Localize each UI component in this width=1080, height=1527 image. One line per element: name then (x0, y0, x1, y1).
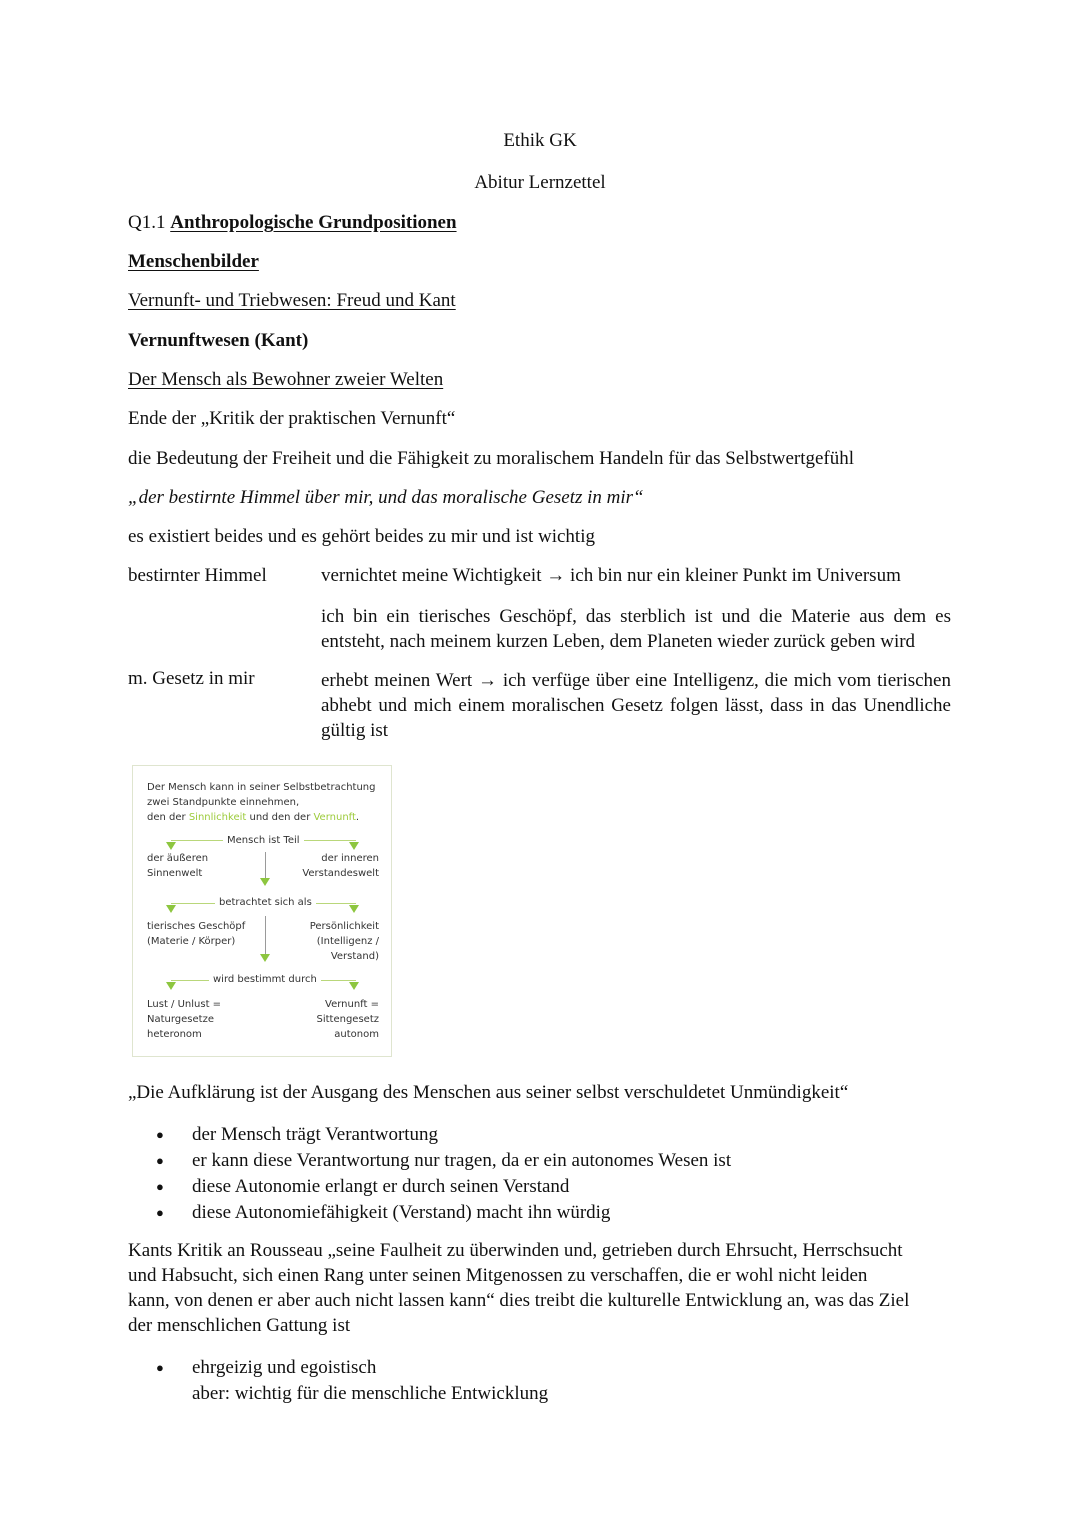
document-subtitle: Abitur Lernzettel (474, 172, 606, 193)
section-prefix: Q1.1 (128, 212, 166, 233)
text-quote: „der bestirnte Himmel über mir, und das moralische Gesetz in mir“ (128, 487, 644, 508)
table-text-himmel-a: vernichtet meine Wichtigkeit → ich bin nur ein kleiner Punkt im Universum (321, 565, 901, 586)
table-text-gesetz: erhebt meinen Wert → ich verfüge über eine Intelligenz, die mich vom tierischen abhebt und mich einem moralischen Gesetz folgen lässt, dass in das Unendliche gültig ist (321, 670, 951, 741)
table-text-himmel-b: ich bin ein tierisches Geschöpf, das sterblich ist und die Materie aus dem es entsteht, nach meinem kurzen Leben, dem Planeten wieder zurück geben wird (321, 606, 951, 652)
bullet-list-verantwortung (128, 1122, 731, 1226)
section-title: Anthropologische Grundpositionen (170, 212, 457, 233)
diagram-left-2a: tierisches Geschöpf (147, 921, 246, 932)
heading-freud-kant: Vernunft- und Triebwesen: Freud und Kant (128, 290, 456, 311)
diagram-mensch-ist-teil: Mensch ist Teil (223, 833, 304, 848)
heading-vernunftwesen: Vernunftwesen (Kant) (128, 330, 309, 351)
diagram-center-line (265, 916, 266, 956)
diagram-right-2c: Verstand) (330, 951, 379, 962)
diagram-right-2a: Persönlichkeit (309, 921, 379, 932)
diagram-left-3c: heteronom (147, 1029, 202, 1040)
bullet-line-2: aber: wichtig für die menschliche Entwicklung (192, 1383, 549, 1404)
diagram-betrachtet: betrachtet sich als (215, 895, 316, 910)
diagram-left-3a: Lust / Unlust = (147, 999, 222, 1010)
bullet-list-ehrgeiz (128, 1355, 548, 1407)
text-kritik: Ende der „Kritik der praktischen Vernunft“ (128, 408, 456, 429)
diagram-arrow-icon (260, 878, 270, 886)
diagram-right-1b: Verstandeswelt (302, 868, 379, 879)
section-heading (128, 212, 457, 234)
list-item: ● diese Autonomie erlangt er durch seinen Verstand (128, 1174, 731, 1200)
diagram-arrow-icon (349, 905, 359, 913)
diagram-intro-3: den der Sinnlichkeit und den der Vernunft. (147, 812, 360, 823)
diagram-left-1b: Sinnenwelt (147, 868, 203, 879)
diagram-arrow-icon (166, 842, 176, 850)
table-label-gesetz: m. Gesetz in mir (128, 668, 255, 689)
heading-menschenbilder: Menschenbilder (128, 251, 259, 272)
diagram-right-3c: autonom (334, 1029, 379, 1040)
text-rousseau-3: kann, von denen er aber auch nicht lassen kann“ dies treibt die kulturelle Entwicklung an, was das Ziel (128, 1290, 910, 1311)
list-item (128, 1355, 548, 1407)
document-title: Ethik GK (503, 130, 577, 151)
diagram-right-3b: Sittengesetz (316, 1014, 379, 1025)
list-item: ● er kann diese Verantwortung nur tragen, da er ein autonomes Wesen ist (128, 1148, 731, 1174)
diagram-bestimmt: wird bestimmt durch (209, 972, 321, 987)
text-rousseau-1: Kants Kritik an Rousseau „seine Faulheit zu überwinden und, getrieben durch Ehrsucht, Herrschsucht (128, 1240, 903, 1261)
diagram-left-2b: (Materie / Körper) (147, 936, 236, 947)
diagram-arrow-icon (166, 982, 176, 990)
diagram-intro-1: Der Mensch kann in seiner Selbstbetrachtung (147, 782, 376, 793)
text-rousseau-2: und Habsucht, sich einen Rang unter seinen Mitgenossen zu verschaffen, die er wohl nicht leiden (128, 1265, 868, 1286)
diagram-intro-2: zwei Standpunkte einnehmen, (147, 797, 300, 808)
diagram-left-1a: der äußeren (147, 853, 209, 864)
diagram-left-3b: Naturgesetze (147, 1014, 214, 1025)
text-aufklaerung: „Die Aufklärung ist der Ausgang des Menschen aus seiner selbst verschuldetet Unmündigkeit“ (128, 1082, 849, 1103)
diagram-right-2b: (Intelligenz / (316, 936, 379, 947)
kant-diagram (132, 765, 392, 1057)
text-rousseau-4: der menschlichen Gattung ist (128, 1315, 351, 1336)
diagram-arrow-icon (349, 982, 359, 990)
heading-zwei-welten: Der Mensch als Bewohner zweier Welten (128, 369, 444, 390)
bullet-line-1: ehrgeizig und egoistisch (192, 1357, 377, 1378)
table-label-himmel: bestirnter Himmel (128, 565, 267, 586)
diagram-arrow-icon (166, 905, 176, 913)
diagram-center-line (265, 852, 266, 880)
list-item: ● diese Autonomiefähigkeit (Verstand) macht ihn würdig (128, 1200, 731, 1226)
text-bedeutung: die Bedeutung der Freiheit und die Fähigkeit zu moralischem Handeln für das Selbstwertgefühl (128, 448, 855, 469)
text-beides: es existiert beides und es gehört beides zu mir und ist wichtig (128, 526, 595, 547)
diagram-arrow-icon (260, 954, 270, 962)
list-item: ● der Mensch trägt Verantwortung (128, 1122, 731, 1148)
diagram-right-1a: der inneren (321, 853, 379, 864)
diagram-right-3a: Vernunft = (325, 999, 379, 1010)
diagram-arrow-icon (349, 842, 359, 850)
